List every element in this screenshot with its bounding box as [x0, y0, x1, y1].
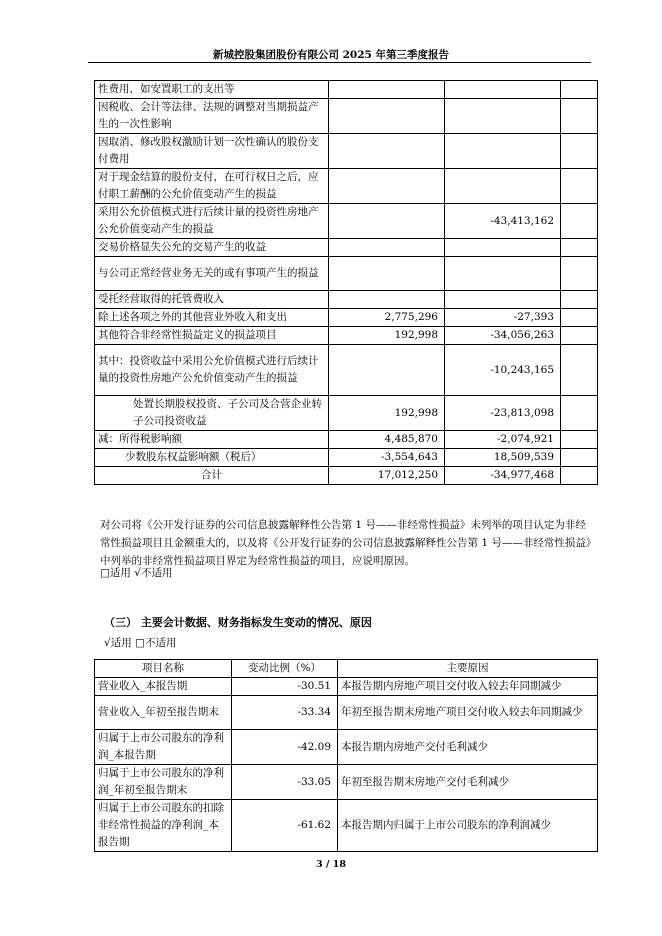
item-name: 营业收入_年初至报告期末 — [95, 696, 232, 730]
applicable-option-1: □适用 √不适用 — [100, 567, 173, 579]
note-cell — [561, 431, 598, 449]
table-row — [95, 327, 598, 345]
note-cell — [561, 396, 598, 431]
row-label: 其他符合非经常性损益定义的损益项目 — [95, 327, 329, 345]
ytd-value: -10,243,165 — [445, 345, 561, 396]
ytd-value: -2,074,921 — [445, 431, 561, 449]
change-ratio: -33.05 — [232, 765, 338, 800]
table-row — [95, 800, 598, 852]
ytd-value — [445, 239, 561, 257]
ytd-value — [445, 291, 561, 309]
note-cell — [561, 99, 598, 134]
row-label: 受托经营取得的托管费收入 — [95, 291, 329, 309]
page-number: 3 / 18 — [316, 859, 346, 870]
ytd-value: -34,056,263 — [445, 327, 561, 345]
header-ratio: 变动比例（%） — [232, 660, 338, 678]
note-cell — [561, 449, 598, 467]
applicable-option-2: √适用 □不适用 — [104, 637, 177, 649]
table-row — [95, 730, 598, 765]
current-period-value: 192,998 — [329, 396, 445, 431]
report-header: 新城控股集团股份有限公司 2025 年第三季度报告 — [212, 49, 450, 61]
ytd-value — [445, 257, 561, 291]
current-period-value — [329, 257, 445, 291]
change-reasons-table — [94, 659, 598, 852]
table-row — [95, 467, 598, 485]
table-row — [95, 396, 598, 431]
note-cell — [561, 467, 598, 485]
main-reason: 本报告期内房地产项目交付收入较去年同期减少 — [338, 678, 598, 696]
ytd-value — [445, 134, 561, 169]
table-row — [95, 99, 598, 134]
note-cell — [561, 81, 598, 99]
header-item: 项目名称 — [95, 660, 232, 678]
row-label: 因税收、会计等法律、法规的调整对当期损益产生的一次性影响 — [95, 99, 329, 134]
main-reason: 本报告期内归属于上市公司股东的净利润减少 — [338, 800, 598, 852]
row-label: 对于现金结算的股份支付，在可行权日之后，应付职工薪酬的公允价值变动产生的损益 — [95, 169, 329, 204]
table-row — [95, 81, 598, 99]
note-cell — [561, 327, 598, 345]
row-label: 因取消、修改股权激励计划一次性确认的股份支付费用 — [95, 134, 329, 169]
main-reason: 年初至报告期末房地产交付毛利减少 — [338, 765, 598, 800]
current-period-value — [329, 99, 445, 134]
item-name: 归属于上市公司股东的扣除非经常性损益的净利润_本报告期 — [95, 800, 232, 852]
current-period-value — [329, 345, 445, 396]
row-label: 处置长期股权投资、子公司及合营企业转子公司投资收益 — [95, 396, 329, 431]
non-recurring-items-table — [94, 80, 598, 485]
row-label: 少数股东权益影响额（税后） — [95, 449, 329, 467]
explanation-paragraph: 对公司将《公开发行证券的公司信息披露解释性公告第 1 号——非经常性损益》未列举的项目认定为非经常性损益项目且金额重大的，以及将《公开发行证券的公司信息披露解释性公告第 1 号——非经常性损益》中列举的非经常性损益项目界定为经常性损益的项目，应说明原因。 — [100, 519, 592, 567]
row-label: 与公司正常经营业务无关的或有事项产生的损益 — [95, 257, 329, 291]
row-label: 采用公允价值模式进行后续计量的投资性房地产公允价值变动产生的损益 — [95, 204, 329, 239]
current-period-value: -3,554,643 — [329, 449, 445, 467]
current-period-value — [329, 169, 445, 204]
ytd-value: 18,509,539 — [445, 449, 561, 467]
row-label: 减：所得税影响额 — [95, 431, 329, 449]
table-row — [95, 345, 598, 396]
ytd-value — [445, 81, 561, 99]
table-row — [95, 169, 598, 204]
note-cell — [561, 169, 598, 204]
current-period-value: 17,012,250 — [329, 467, 445, 485]
note-cell — [561, 257, 598, 291]
table-row — [95, 204, 598, 239]
row-label: 合计 — [95, 467, 329, 485]
table-row — [95, 134, 598, 169]
table-row — [95, 696, 598, 730]
table-row — [95, 239, 598, 257]
note-cell — [561, 309, 598, 327]
ytd-value: -27,393 — [445, 309, 561, 327]
current-period-value — [329, 134, 445, 169]
current-period-value — [329, 81, 445, 99]
table-row — [95, 257, 598, 291]
ytd-value — [445, 99, 561, 134]
ytd-value — [445, 169, 561, 204]
note-cell — [561, 134, 598, 169]
change-ratio: -30.51 — [232, 678, 338, 696]
row-label: 除上述各项之外的其他营业外收入和支出 — [95, 309, 329, 327]
change-ratio: -42.09 — [232, 730, 338, 765]
item-name: 营业收入_本报告期 — [95, 678, 232, 696]
row-label: 性费用，如安置职工的支出等 — [95, 81, 329, 99]
table-row — [95, 765, 598, 800]
table-row — [95, 678, 598, 696]
note-cell — [561, 345, 598, 396]
row-label: 其中：投资收益中采用公允价值模式进行后续计量的投资性房地产公允价值变动产生的损益 — [95, 345, 329, 396]
ytd-value: -23,813,098 — [445, 396, 561, 431]
item-name: 归属于上市公司股东的净利润_年初至报告期末 — [95, 765, 232, 800]
section-3-title: （三） 主要会计数据、财务指标发生变动的情况、原因 — [104, 616, 372, 629]
current-period-value — [329, 291, 445, 309]
item-name: 归属于上市公司股东的净利润_本报告期 — [95, 730, 232, 765]
table-row — [95, 309, 598, 327]
table-row — [95, 291, 598, 309]
header-reason: 主要原因 — [338, 660, 598, 678]
table-header-row — [95, 660, 598, 678]
current-period-value: 2,775,296 — [329, 309, 445, 327]
row-label: 交易价格显失公允的交易产生的收益 — [95, 239, 329, 257]
current-period-value: 192,998 — [329, 327, 445, 345]
note-cell — [561, 239, 598, 257]
main-reason: 年初至报告期末房地产项目交付收入较去年同期减少 — [338, 696, 598, 730]
table-row — [95, 431, 598, 449]
ytd-value: -34,977,468 — [445, 467, 561, 485]
main-reason: 本报告期内房地产交付毛利减少 — [338, 730, 598, 765]
ytd-value: -43,413,162 — [445, 204, 561, 239]
current-period-value: 4,485,870 — [329, 431, 445, 449]
change-ratio: -33.34 — [232, 696, 338, 730]
header-divider — [88, 62, 591, 63]
change-ratio: -61.62 — [232, 800, 338, 852]
current-period-value — [329, 239, 445, 257]
note-cell — [561, 204, 598, 239]
note-cell — [561, 291, 598, 309]
table-row — [95, 449, 598, 467]
current-period-value — [329, 204, 445, 239]
